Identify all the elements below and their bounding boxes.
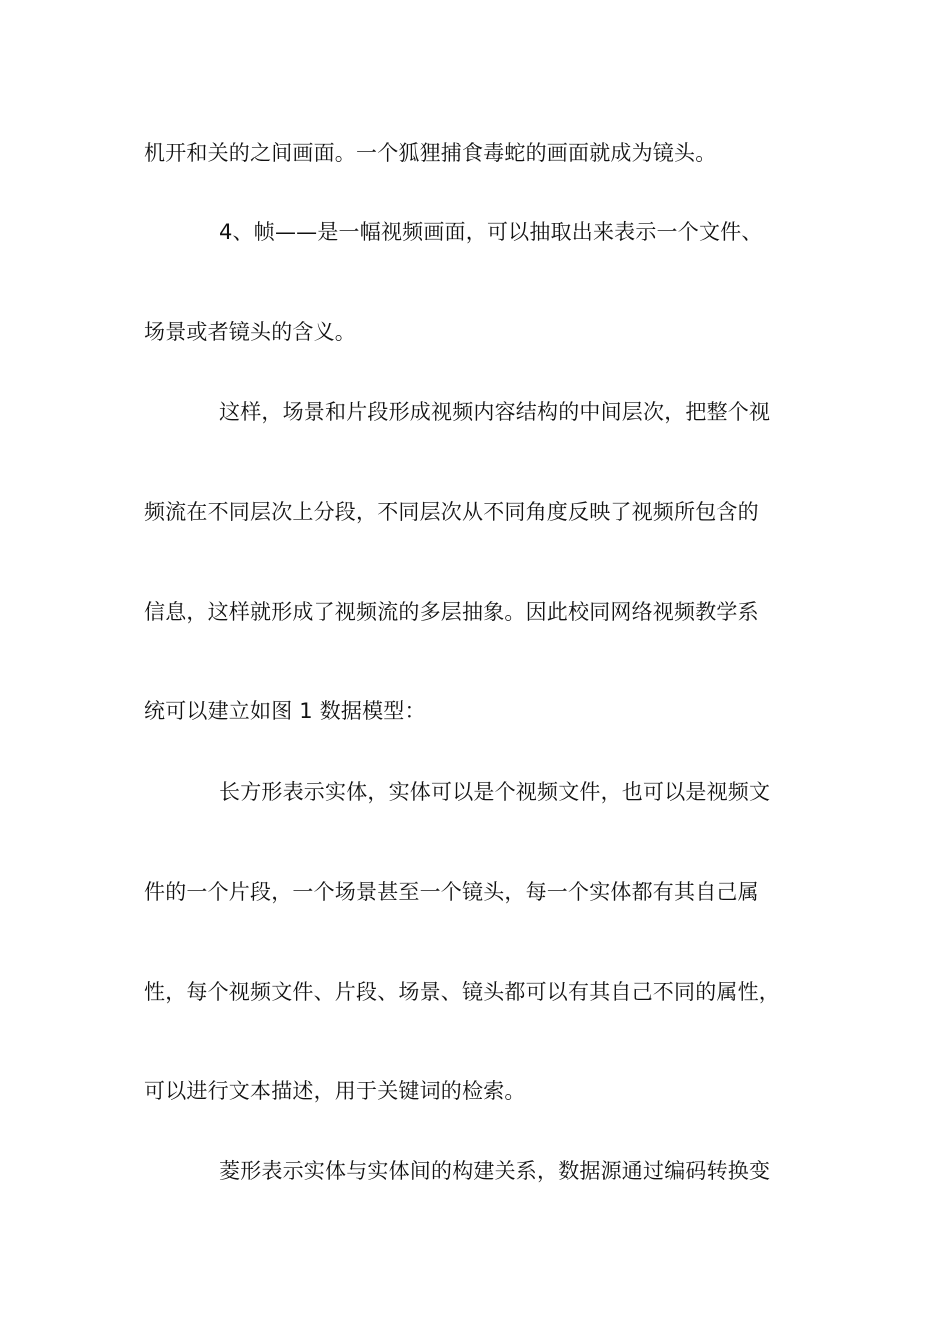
text-line: 这样，场景和片段形成视频内容结构的中间层次，把整个视 xyxy=(219,400,771,424)
text-line: 长方形表示实体，实体可以是个视频文件，也可以是视频文 xyxy=(219,780,771,804)
text-line: 4、帧——是一幅视频画面，可以抽取出来表示一个文件、 xyxy=(219,220,763,244)
text-line: 可以进行文本描述，用于关键词的检索。 xyxy=(144,1079,526,1103)
text-line: 统可以建立如图 1 数据模型： xyxy=(144,699,426,723)
text-line: 机开和关的之间画面。一个狐狸捕食毒蛇的画面就成为镜头。 xyxy=(144,141,717,165)
text-line: 信息，这样就形成了视频流的多层抽象。因此校同网络视频教学系 xyxy=(144,600,759,624)
text-line: 菱形表示实体与实体间的构建关系，数据源通过编码转换变 xyxy=(219,1159,771,1183)
text-line: 场景或者镜头的含义。 xyxy=(144,320,356,344)
text-line: 件的一个片段，一个场景甚至一个镜头，每一个实体都有其自己属 xyxy=(144,880,759,904)
text-line: 性，每个视频文件、片段、场景、镜头都可以有其自己不同的属性， xyxy=(144,980,780,1004)
text-line: 频流在不同层次上分段，不同层次从不同角度反映了视频所包含的 xyxy=(144,500,759,524)
